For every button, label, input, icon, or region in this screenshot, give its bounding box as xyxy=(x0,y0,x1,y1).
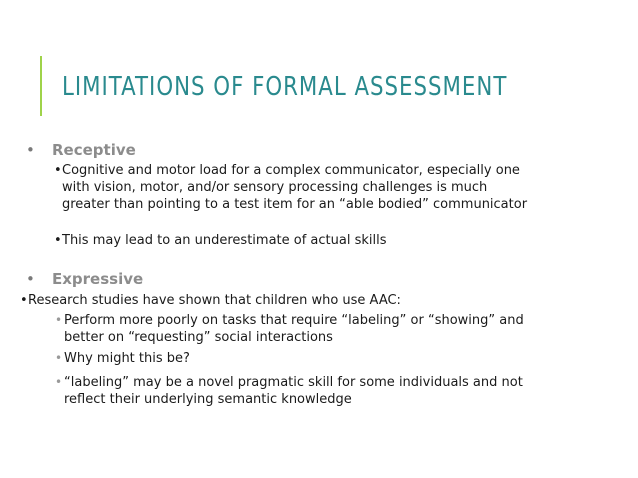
slide-title: LIMITATIONS OF FORMAL ASSESSMENT xyxy=(62,72,508,102)
bullet-icon: • xyxy=(55,375,63,389)
bullet-icon: • xyxy=(54,163,62,178)
list-item xyxy=(54,232,532,249)
section-intro xyxy=(20,292,588,309)
bullet-icon: • xyxy=(26,270,35,288)
bullet-icon: • xyxy=(54,233,62,248)
list-item-text: “labeling” may be a novel pragmatic skill for some individuals and not reflect their underlying semantic knowledge xyxy=(64,375,523,407)
section-heading-expressive xyxy=(20,270,143,288)
bullet-icon: • xyxy=(55,313,63,327)
section-heading-label: Expressive xyxy=(52,270,144,288)
list-item xyxy=(54,162,532,213)
section-intro-text: Research studies have shown that children who use AAC: xyxy=(28,293,401,308)
bullet-icon: • xyxy=(55,351,63,365)
list-item-text: Perform more poorly on tasks that require “labeling” or “showing” and better on “requesting” social interactions xyxy=(64,313,524,345)
section-heading-receptive xyxy=(20,141,136,159)
list-item xyxy=(55,374,534,408)
bullet-icon: • xyxy=(26,141,35,159)
list-item xyxy=(55,312,534,346)
list-item-text: Why might this be? xyxy=(64,351,190,366)
list-item xyxy=(55,350,534,367)
list-item-text: This may lead to an underestimate of actual skills xyxy=(62,233,387,248)
section-heading-label: Receptive xyxy=(52,141,136,159)
list-item-text: Cognitive and motor load for a complex communicator, especially one with vision, motor, and/or sensory processing challenges is much greater than pointing to a test item for an “able bodied” communicator xyxy=(62,163,528,212)
bullet-icon: • xyxy=(20,293,28,308)
